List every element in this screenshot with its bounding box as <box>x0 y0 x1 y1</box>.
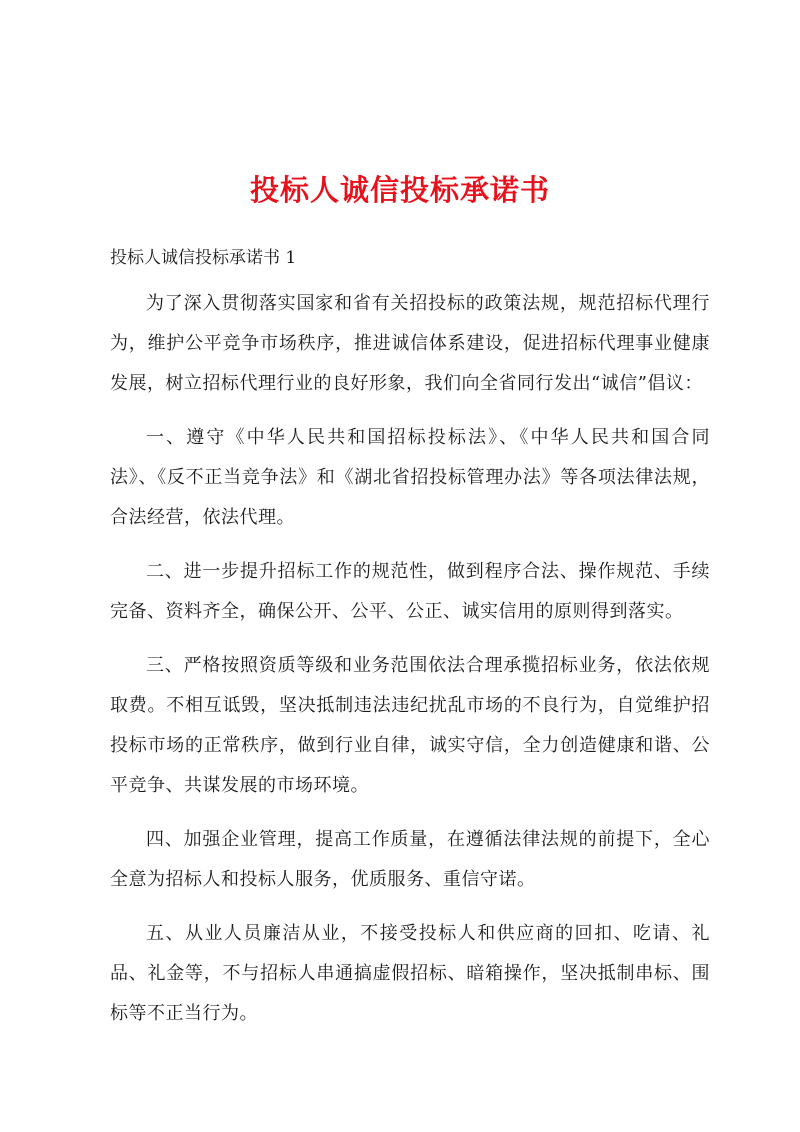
paragraph-item-1: 一、遵守《中华人民共和国招标投标法》、《中华人民共和国合同法》、《反不正当竞争法》和《湖北省招投标管理办法》等各项法律法规，合法经营，依法代理。 <box>110 427 710 528</box>
paragraph-item-2: 二、进一步提升招标工作的规范性，做到程序合法、操作规范、手续完备、资料齐全，确保公开、公平、公正、诚实信用的原则得到落实。 <box>110 561 710 622</box>
paragraph-item-3: 三、严格按照资质等级和业务范围依法合理承揽招标业务，依法依规取费。不相互诋毁，坚决抵制违法违纪扰乱市场的不良行为，自觉维护招投标市场的正常秩序，做到行业自律，诚实守信，全力创造健康和谐、公平竞争、共谋发展的市场环境。 <box>110 655 710 796</box>
paragraph-item-4: 四、加强企业管理，提高工作质量，在遵循法律法规的前提下，全心全意为招标人和投标人服务，优质服务、重信守诺。 <box>110 829 710 890</box>
document-body <box>110 284 710 1048</box>
document-subtitle: 投标人诚信投标承诺书 1 <box>110 248 297 268</box>
paragraph-intro: 为了深入贯彻落实国家和省有关招投标的政策法规，规范招标代理行为，维护公平竞争市场秩序，推进诚信体系建设，促进招标代理事业健康发展，树立招标代理行业的良好形象，我们向全省同行发出“诚信”倡议： <box>110 293 710 394</box>
paragraph-item-5: 五、从业人员廉洁从业，不接受投标人和供应商的回扣、吃请、礼品、礼金等，不与招标人串通搞虚假招标、暗箱操作，坚决抵制串标、围标等不正当行为。 <box>110 923 710 1024</box>
document-title: 投标人诚信投标承诺书 <box>249 173 550 207</box>
